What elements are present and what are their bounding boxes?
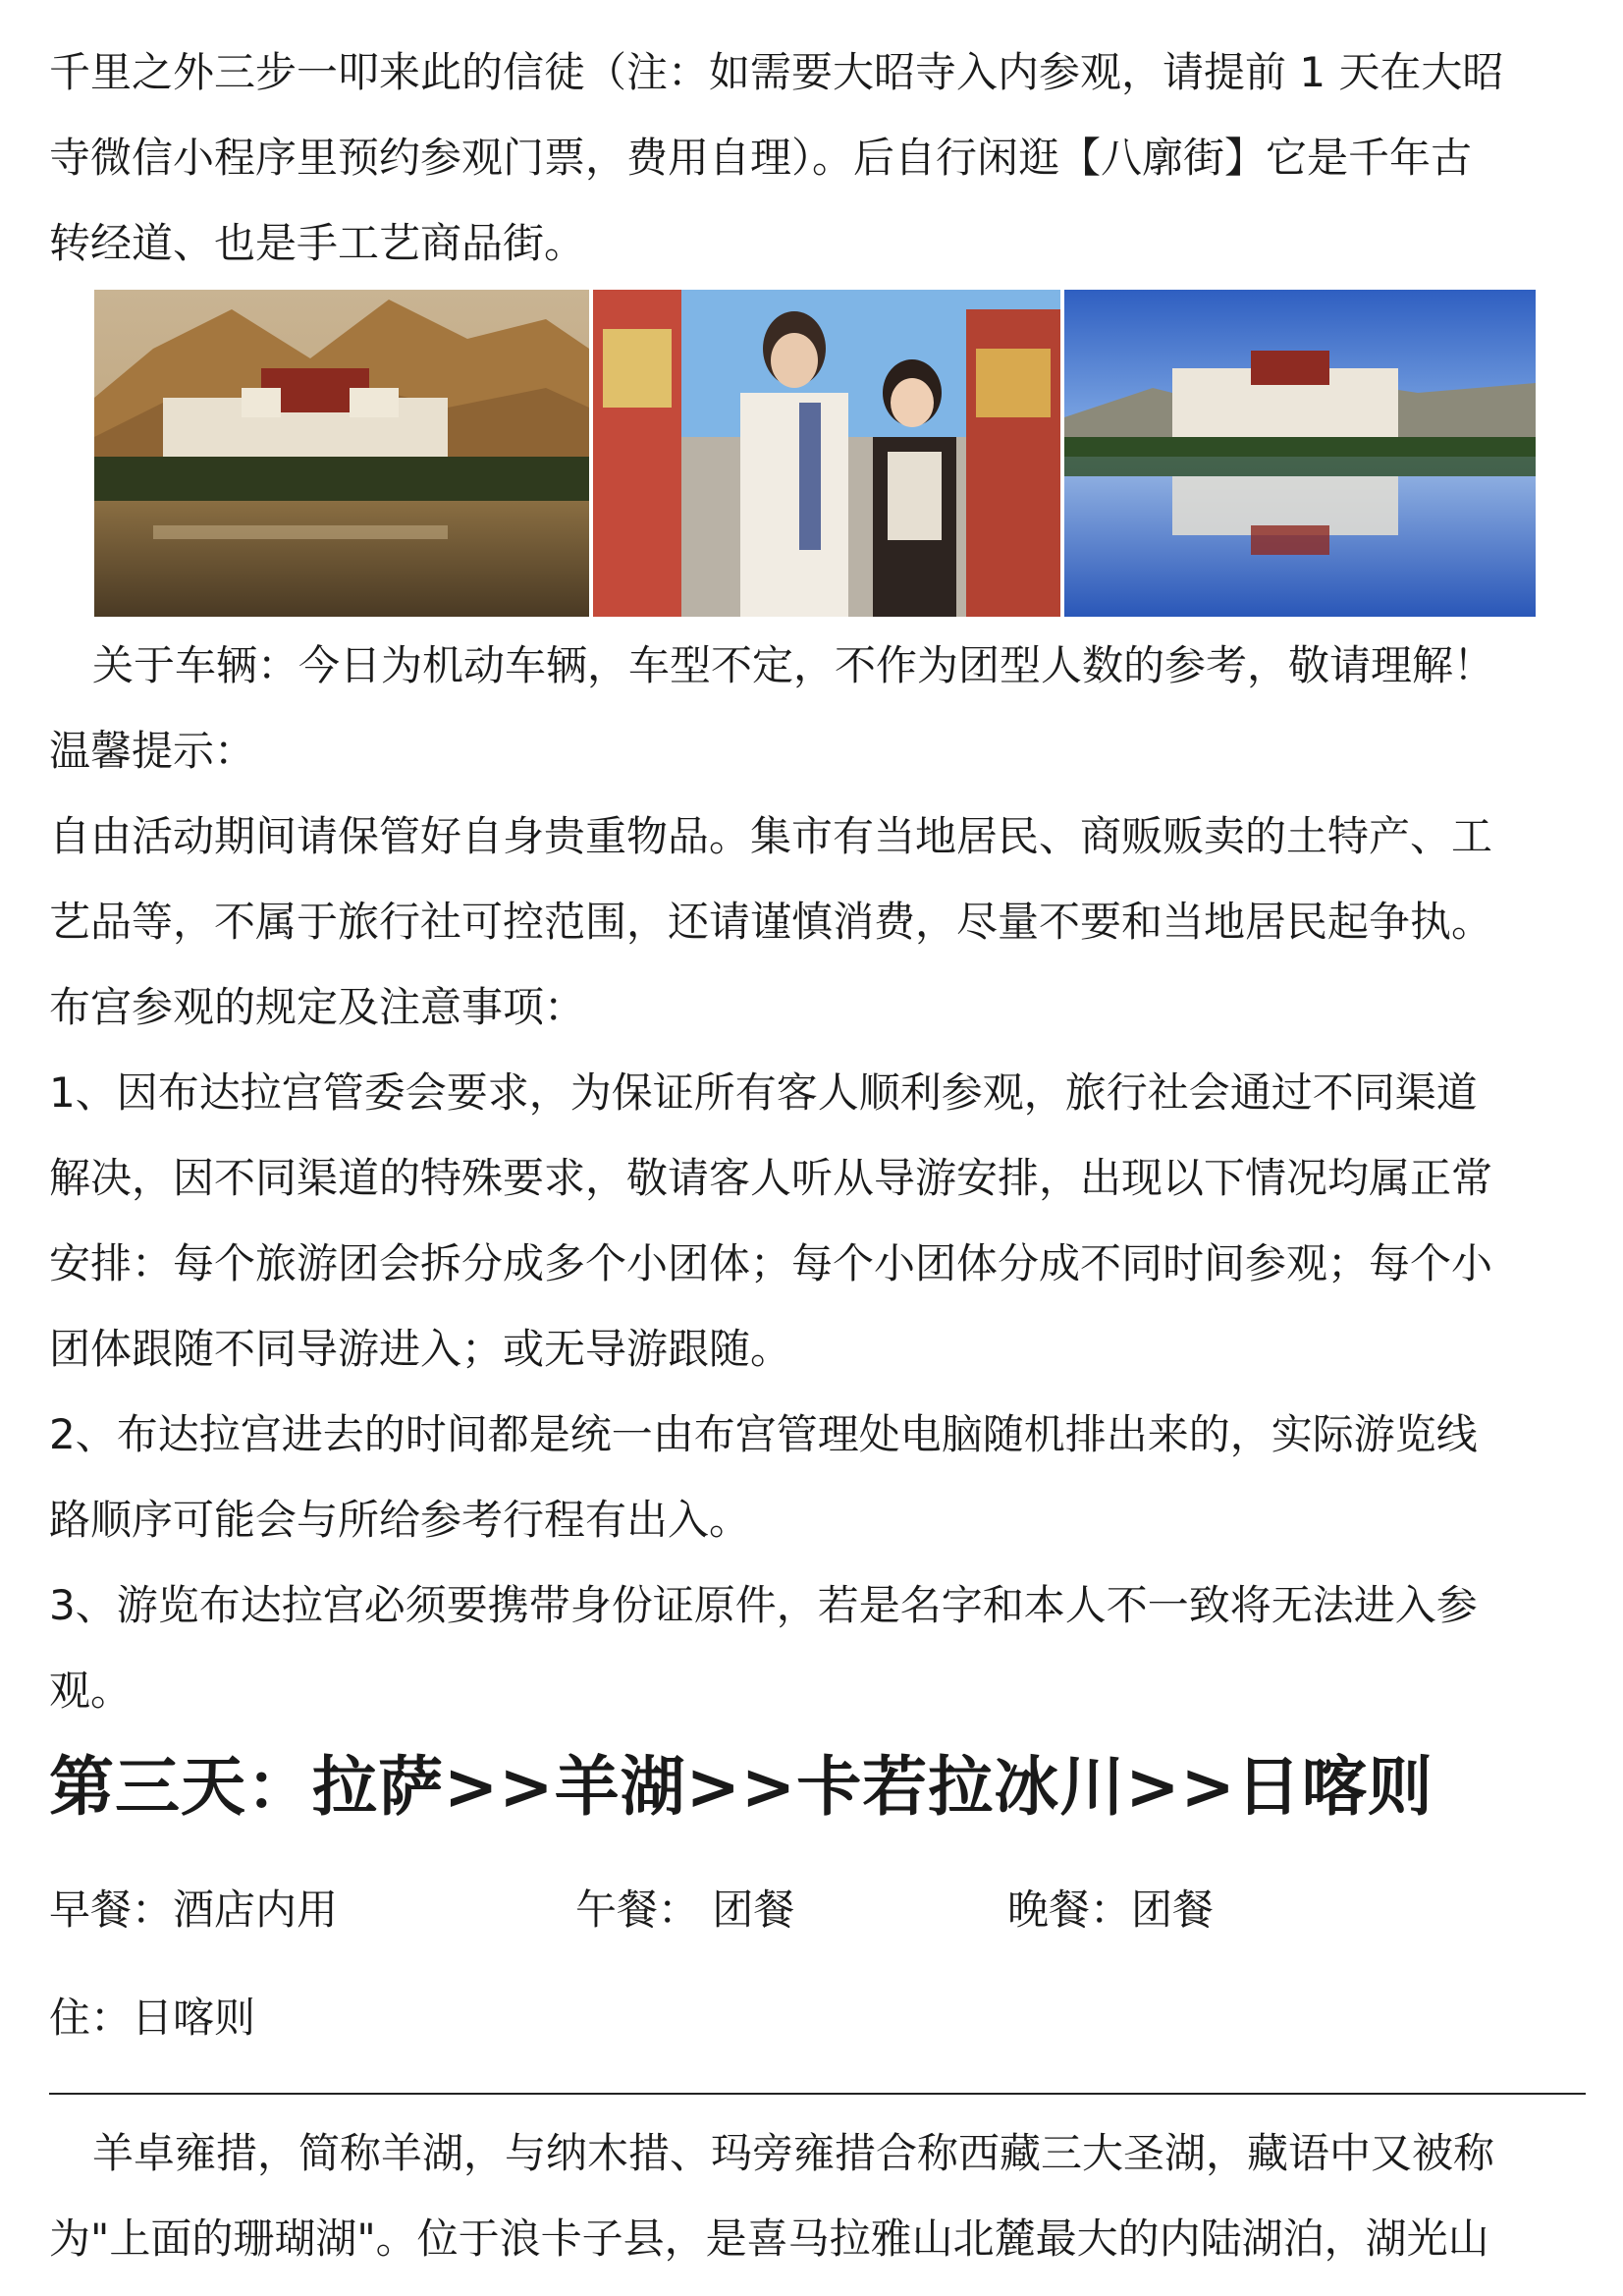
breakfast-info: 早餐：酒店内用 [49, 1886, 339, 1934]
yamdrok-lake-description [49, 2110, 1586, 2281]
rule1-line-4: 团体跟随不同导游进入；或无导游跟随。 [49, 1325, 792, 1373]
intro-line-2: 寺微信小程序里预约参观门票，费用自理）。后自行闲逛【八廓街】它是千年古 [49, 134, 1473, 182]
intro-paragraph [49, 29, 1586, 286]
dinner-info: 晚餐：团餐 [1007, 1886, 1215, 1934]
potala-palace-reflection-photo [1064, 290, 1536, 617]
rule3-line-1: 3、游览布达拉宫必须要携带身份证原件，若是名字和本人不一致将无法进入参 [49, 1581, 1478, 1629]
intro-line-1: 千里之外三步一叩来此的信徒（注：如需要大昭寺入内参观，请提前 1 天在大昭 [49, 48, 1504, 96]
rule3-line-2: 观。 [49, 1667, 133, 1715]
rule-item-3 [49, 1562, 1586, 1733]
rule2-line-2: 路顺序可能会与所给参考行程有出入。 [49, 1496, 751, 1544]
meal-info-row [49, 1881, 1586, 1940]
rule-item-2 [49, 1392, 1586, 1562]
tips-body [49, 793, 1586, 964]
potala-palace-sunset-photo [94, 290, 589, 617]
rule1-line-2: 解决，因不同渠道的特殊要求，敬请客人听从导游安排，出现以下情况均属正常 [49, 1154, 1493, 1202]
section-divider [49, 2093, 1586, 2095]
lake-desc-line-1: 羊卓雍措，简称羊湖，与纳木措、玛旁雍措合称西藏三大圣湖，藏语中又被称 [92, 2129, 1495, 2177]
rule1-line-1: 1、因布达拉宫管委会要求，为保证所有客人顺利参观，旅行社会通过不同渠道 [49, 1068, 1478, 1117]
tips-line-2: 艺品等，不属于旅行社可控范围，还请谨慎消费，尽量不要和当地居民起争执。 [49, 898, 1493, 946]
vehicle-note: 关于车辆：今日为机动车辆，车型不定，不作为团型人数的参考，敬请理解！ [92, 641, 1495, 689]
rules-heading: 布宫参观的规定及注意事项： [49, 983, 586, 1031]
lunch-info: 午餐： 团餐 [575, 1886, 795, 1934]
rule-item-1 [49, 1050, 1586, 1392]
tips-heading: 温馨提示： [49, 727, 256, 775]
tips-line-1: 自由活动期间请保管好自身贵重物品。集市有当地居民、商贩贩卖的土特产、工 [49, 812, 1493, 860]
lake-desc-line-2: 为"上面的珊瑚湖"。位于浪卡子县，是喜马拉雅山北麓最大的内陆湖泊，湖光山 [49, 2214, 1489, 2263]
photo-strip [94, 290, 1586, 617]
day-three-title: 第三天：拉萨>>羊湖>>卡若拉冰川>>日喀则 [49, 1749, 1434, 1825]
document-page [49, 29, 1586, 2281]
rule1-line-3: 安排：每个旅游团会拆分成多个小团体；每个小团体分成不同时间参观；每个小 [49, 1239, 1493, 1287]
intro-line-3: 转经道、也是手工艺商品街。 [49, 219, 586, 267]
barkhor-street-couple-photo [593, 290, 1060, 617]
accommodation-info: 住：日喀则 [49, 1994, 256, 2042]
rule2-line-1: 2、布达拉宫进去的时间都是统一由布宫管理处电脑随机排出来的，实际游览线 [49, 1410, 1478, 1458]
